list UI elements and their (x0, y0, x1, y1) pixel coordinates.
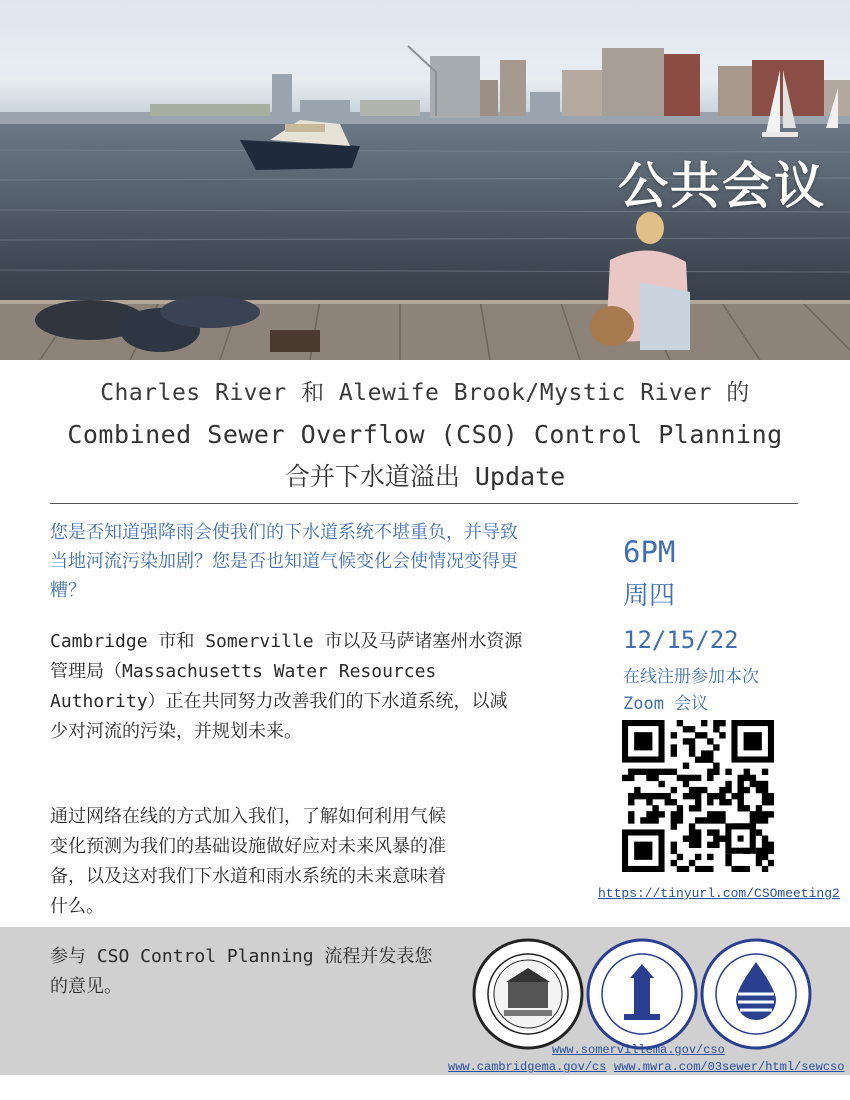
body-paragraph-1: Cambridge 市和 Somerville 市以及马萨诸塞州水资源管理局（Massachusetts Water Resources Authority）正在共同努力改善我们的下水道系统，以减少对河流的污染，并规划未来。 (50, 631, 523, 742)
qr-link[interactable]: https://tinyurl.com/CSOmeeting2 (598, 886, 840, 901)
headline (0, 372, 850, 498)
event-time: 6PM (623, 535, 676, 569)
divider (50, 503, 798, 504)
mwra-seal-icon (700, 938, 812, 1050)
event-details (623, 530, 823, 718)
headline-line-2: Combined Sewer Overflow (CSO) Control Planning (67, 420, 783, 449)
hero-photo (0, 0, 850, 360)
event-day: 周四 (623, 581, 676, 611)
headline-line-3: 合并下水道溢出 Update (284, 462, 566, 491)
somerville-seal-icon (586, 938, 698, 1050)
call-to-action: 参与 CSO Control Planning 流程并发表您的意见。 (50, 946, 433, 997)
register-line-2: Zoom 会议 (623, 694, 709, 714)
register-text (623, 664, 823, 718)
hero-title: 公共会议 (618, 157, 826, 215)
mwra-link[interactable]: www.mwra.com/03sewer/html/sewcso (614, 1060, 845, 1074)
somerville-link[interactable]: www.somervillema.gov/cso (552, 1043, 725, 1057)
headline-line-1: Charles River 和 Alewife Brook/Mystic River 的 (100, 380, 750, 406)
cambridge-link[interactable]: www.cambridgema.gov/cs (448, 1060, 607, 1074)
body-paragraph-2: 通过网络在线的方式加入我们，了解如何利用气候变化预测为我们的基础设施做好应对未来风暴的准备，以及这对我们下水道和雨水系统的未来意味着什么。 (50, 806, 446, 917)
lead-question: 您是否知道强降雨会使我们的下水道系统不堪重负，并导致当地河流污染加剧？您是否也知道气候变化会使情况变得更糟？ (50, 522, 518, 601)
qr-code-icon[interactable] (622, 720, 774, 872)
cambridge-seal-icon (472, 938, 584, 1050)
register-line-1: 在线注册参加本次 (623, 667, 759, 687)
event-date: 12/15/22 (623, 626, 739, 654)
